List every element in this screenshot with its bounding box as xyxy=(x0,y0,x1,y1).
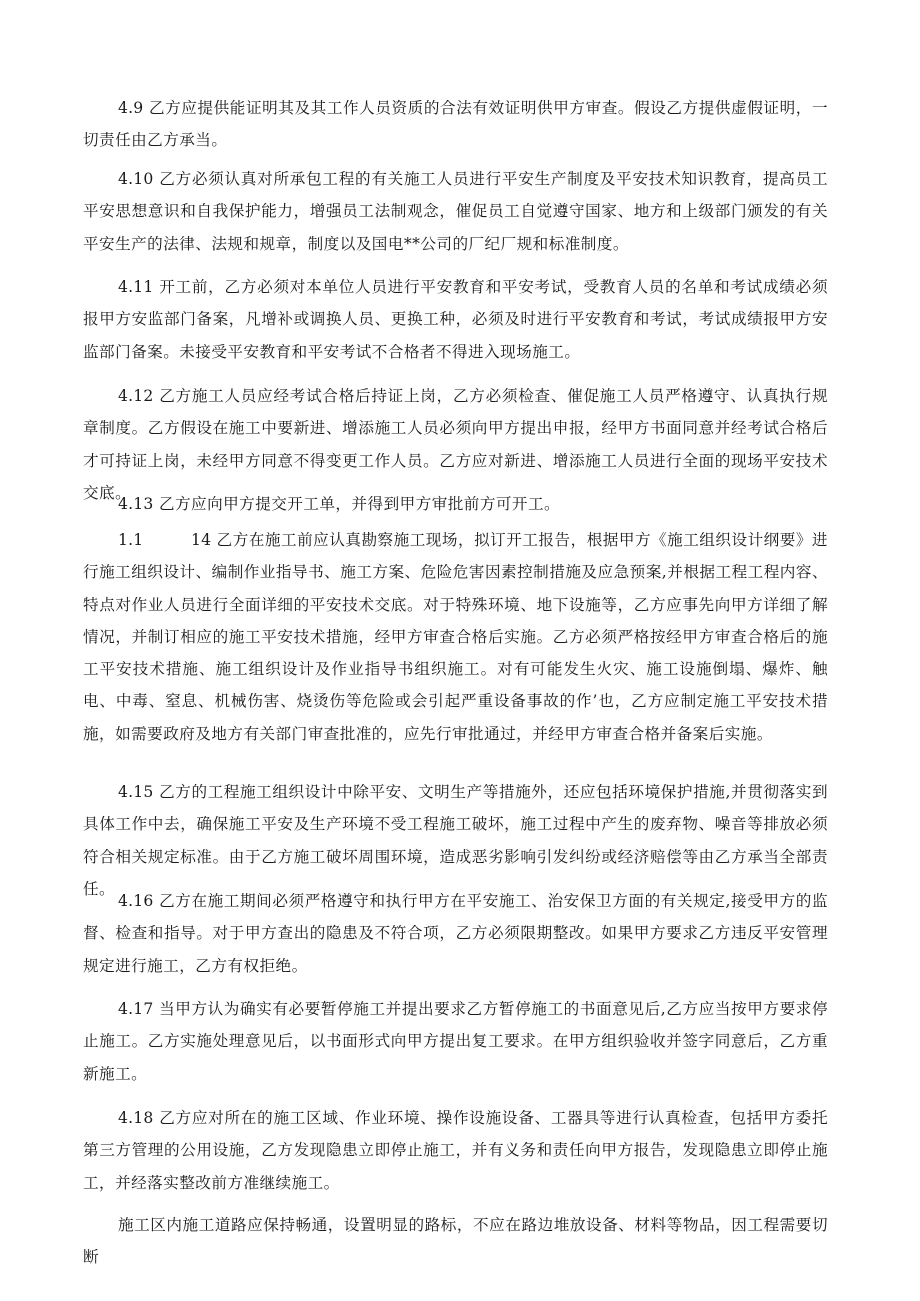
clause-text: 乙方施工人员应经考试合格后持证上岗，乙方必须检查、催促施工人员严格遵守、认真执行规章制度。乙方假设在施工中要新进、增添施工人员必须向甲方提出申报，经甲方书面同意并经考试合格后才可持证上岗，未经甲方同意不得变更工作人员。乙方应对新进、增添施工人员进行全面的现场平安技术交底。 xyxy=(83,387,828,502)
clause-number: 4.13 xyxy=(118,495,154,513)
clause-number: 4.18 xyxy=(118,1109,154,1127)
clause-number: 4.11 xyxy=(118,278,154,296)
clause-text: 乙方在施工期间必须严格遵守和执行甲方在平安施工、治安保卫方面的有关规定,接受甲方的监督、检查和指导。对于甲方查出的隐患及不符合项，乙方必须限期整改。如果甲方要求乙方违反平安管理规定进行施工，乙方有权拒绝。 xyxy=(83,892,828,975)
clause-4-18 xyxy=(83,1102,828,1199)
clause-text: 乙方应对所在的施工区域、作业环境、操作设施设备、工器具等进行认真检查，包括甲方委托第三方管理的公用设施，乙方发现隐患立即停止施工，并有义务和责任向甲方报告，发现隐患立即停止施工，并经落实整改前方准继续施工。 xyxy=(83,1109,828,1192)
clause-text: 乙方应提供能证明其及其工作人员资质的合法有效证明供甲方审查。假设乙方提供虚假证明，一切责任由乙方承当。 xyxy=(83,99,828,150)
paragraph-text: 施工区内施工道路应保持畅通，设置明显的路标，不应在路边堆放设备、材料等物品，因工程需要切断 xyxy=(83,1216,828,1267)
clause-4-10 xyxy=(83,163,828,260)
clause-number: 4.10 xyxy=(118,170,154,188)
clause-number: 4.9 xyxy=(118,99,144,117)
clause-4-16 xyxy=(83,885,828,982)
clause-1-1-14 xyxy=(83,524,828,750)
clause-4-17 xyxy=(83,993,828,1090)
clause-text: 乙方的工程施工组织设计中除平安、文明生产等措施外，还应包括环境保护措施,并贯彻落实到具体工作中去，确保施工平安及生产环境不受工程施工破坏，施工过程中产生的废弃物、噪音等排放必须符合相关规定标准。由于乙方施工破坏周围环境，造成恶劣影响引发纠纷或经济赔偿等由乙方承当全部责任。 xyxy=(83,783,828,898)
clause-number: 4.17 xyxy=(118,1000,154,1018)
clause-4-9 xyxy=(83,92,828,157)
clause-text: 开工前，乙方必须对本单位人员进行平安教育和平安考试，受教育人员的名单和考试成绩必须报甲方安监部门备案，凡增补或调换人员、更换工种，必须及时进行平安教育和考试，考试成绩报甲方安监部门备案。未接受平安教育和平安考试不合格者不得进入现场施工。 xyxy=(83,278,828,361)
clause-4-11 xyxy=(83,271,828,368)
clause-text: 乙方应向甲方提交开工单，并得到甲方审批前方可开工。 xyxy=(158,495,561,513)
clause-4-13 xyxy=(83,488,828,520)
clause-text: 乙方必须认真对所承包工程的有关施工人员进行平安生产制度及平安技术知识教育，提高员工平安思想意识和自我保护能力，增强员工法制观念，催促员工自觉遵守国家、地方和上级部门颁发的有关平安生产的法律、法规和规章，制度以及国电**公司的厂纪厂规和标准制度。 xyxy=(83,170,828,253)
body-paragraph-road xyxy=(83,1209,828,1274)
clause-number: 4.16 xyxy=(118,892,154,910)
clause-text: 乙方在施工前应认真勘察施工现场，拟订开工报告，根据甲方《施工组织设计纲要》进行施工组织设计、编制作业指导书、施工方案、危险危害因素控制措施及应急预案,并根据工程工程内容、特点对作业人员进行全面详细的平安技术交底。对于特殊环境、地下设施等，乙方应事先向甲方详细了解情况，并制订相应的施工平安技术措施，经甲方审查合格后实施。乙方必须严格按经甲方审查合格后的施工平安技术措施、施工组织设计及作业指导书组织施工。对有可能发生火灾、施工设施倒塌、爆炸、触电、中毒、窒息、机械伤害、烧烫伤等危险或会引起严重设备事故的作’也，乙方应制定施工平安技术措施，如需要政府及地方有关部门审查批准的，应先行审批通过，并经甲方审查合格并备案后实施。 xyxy=(83,531,828,743)
clause-number: 1.1 14 xyxy=(118,531,212,549)
clause-number: 4.12 xyxy=(118,387,154,405)
clause-number: 4.15 xyxy=(118,783,154,801)
clause-text: 当甲方认为确实有必要暂停施工并提出要求乙方暂停施工的书面意见后,乙方应当按甲方要求停止施工。乙方实施处理意见后，以书面形式向甲方提出复工要求。在甲方组织验收并签字同意后，乙方重新施工。 xyxy=(83,1000,828,1083)
